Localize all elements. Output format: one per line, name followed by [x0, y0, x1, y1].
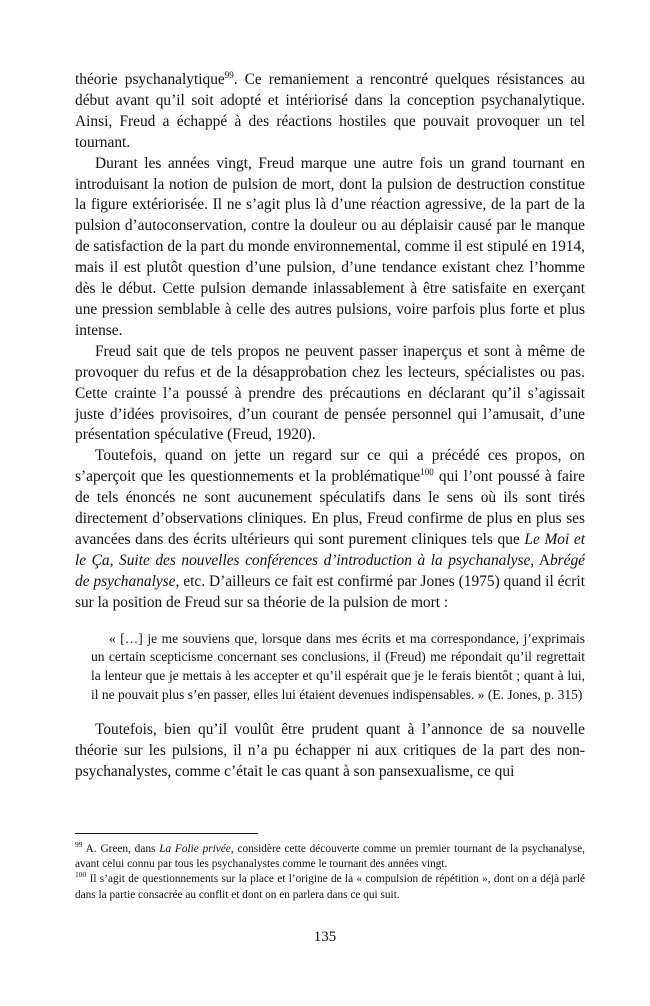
text-run: ,: [109, 551, 120, 569]
paragraph-2: [75, 154, 585, 342]
text-run: Freud sait que de tels propos ne peuvent passer inaperçus et sont à même de provoquer du refus et de la désapprobation chez les lecteurs, spécialistes ou pas. Cette crainte l’a poussé à prendre des précautions en déclarant qu’il s’agissait juste d’idées provisoires, d’un courant de pensée personnel qui l’amusait, d’une présentation spéculative (Freud, 1920).: [75, 342, 585, 444]
footnote-99: [75, 842, 585, 872]
title-italic: Le Moi et le Ça: [75, 530, 585, 569]
footnotes: [75, 842, 585, 903]
footnote-ref: 99: [75, 840, 83, 849]
title-italic: La Folie privée: [159, 843, 231, 855]
title-italic: Suite des nouvelles conférences d’introduction à la psychanalyse: [119, 551, 531, 569]
text-run: Il s’agit de questionnements sur la place et l’origine de la « compulsion de répétition », dont on a déjà parlé dans la partie consacrée au conflit et dont on en parlera dans ce qui suit.: [75, 873, 585, 901]
footnote-ref: 99: [224, 70, 234, 80]
paragraph-3: [75, 342, 585, 447]
text-run: , considère cette découverte comme un premier tournant de la psychanalyse, avant celui connu par tous les psychanalystes comme le tournant des années vingt.: [75, 843, 585, 871]
text-run: théorie psychanalytique: [75, 71, 225, 88]
footnote-separator: [75, 833, 258, 834]
paragraph-1: [75, 70, 585, 154]
text-run: , etc. D’ailleurs ce fait est confirmé par Jones (1975) quand il écrit sur la position de Freud sur sa théorie de la pulsion de mort :: [75, 572, 585, 611]
page-number: 135: [313, 929, 337, 945]
page-body: [75, 70, 585, 783]
footnote-100: [75, 872, 585, 902]
text-run: qui l’ont poussé à faire de tels énoncés ne sont aucunement spéculatifs dans le sens où ils sont tirés directement d’observations cliniques. En plus, Freud confirme de plus en plus ses avancées dans des écrits ultérieurs qui sont purement cliniques tels que: [75, 468, 586, 548]
paragraph-4: [75, 446, 585, 613]
text-run: A. Green, dans: [82, 843, 160, 855]
paragraph-5: Toutefois, bien qu’il voulût être prudent quant à l’annonce de sa nouvelle théorie sur les pulsions, il n’a pu échapper ni aux critiques de la part des non-psychanalystes, comme c’était le cas quant à son pansexualisme, ce qui: [75, 721, 585, 781]
block-quote: « […] je me souviens que, lorsque dans mes écrits et ma correspondance, j’exprimais un certain scepticisme concernant ses conclusions, il (Freud) me répondait qu’il regrettait la lenteur que je mettais à les accepter et qu’il espérait que je le ferais bientôt ; quant à lui, il ne pouvait plus s’en passer, elles lui étaient devenues indispensables. » (E. Jones, p. 315): [91, 630, 585, 702]
text-run: , A: [530, 551, 550, 569]
title-italic: brégé de psychanalyse: [75, 551, 585, 590]
text-run: Durant les années vingt, Freud marque une autre fois un grand tournant en introduisant la notion de pulsion de mort, dont la pulsion de destruction constitue la figure extériorisée. Il ne s’agit plus là d’une réaction agressive, de la part de la pulsion d’autoconservation, contre la douleur ou au déplaisir causé par le manque de satisfaction de la part du monde environnemental, comme il est stipulé en 1914, mais il est plutôt question d’une pulsion, d’une tendance existant chez l’homme dès le début. Cette pulsion demande inlassablement à être satisfaite en exerçant une pression semblable à celle des autres pulsions, voire parfois plus forte et plus intense.: [75, 154, 585, 339]
text-run: Toutefois, quand on jette un regard sur ce qui a précédé ces propos, on s’aperçoit que les questionnements et la problématique: [75, 447, 585, 486]
footnote-ref: 100: [420, 467, 434, 478]
footnote-ref: 100: [75, 870, 87, 880]
text-run: . Ce remaniement a rencontré quelques résistances au début avant qu’il soit adopté et intériorisé dans la conception psychanalytique. Ainsi, Freud a échappé à des réactions hostiles que pouvait provoquer un tel tournant.: [75, 71, 585, 151]
